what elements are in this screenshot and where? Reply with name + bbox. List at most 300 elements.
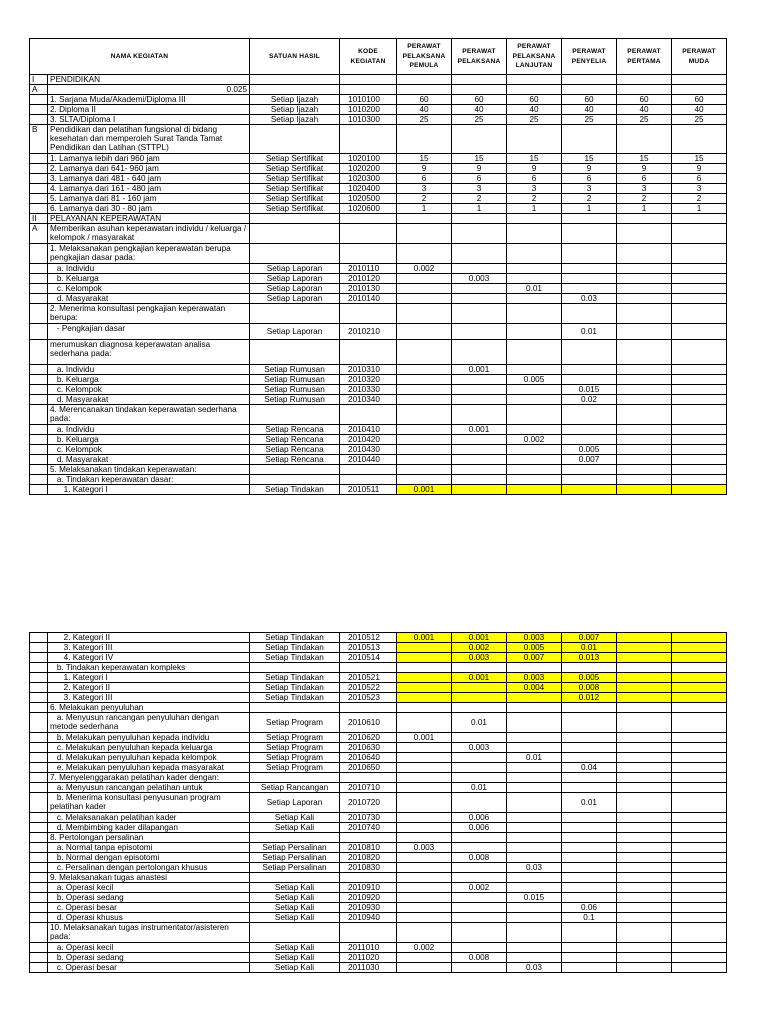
code-cell: 1010100 — [340, 95, 397, 105]
credit-value-cell — [397, 125, 452, 154]
activity-name-cell: c. Kelompok — [48, 385, 250, 395]
credit-value-cell — [397, 763, 452, 773]
code-cell: 2010620 — [340, 733, 397, 743]
credit-value-cell — [507, 953, 562, 963]
table-row — [30, 435, 727, 445]
credit-value-cell — [617, 214, 672, 224]
row-number-cell — [30, 294, 48, 304]
code-cell — [340, 244, 397, 264]
credit-value-cell — [617, 703, 672, 713]
credit-value-cell — [507, 853, 562, 863]
code-cell: 2010511 — [340, 485, 397, 495]
credit-value-cell — [397, 713, 452, 733]
row-number-cell — [30, 264, 48, 274]
activity-name-cell: 4. Merencanakan tindakan keperawatan sederhana pada: — [48, 405, 250, 425]
credit-value-cell — [672, 753, 727, 763]
table-row — [30, 75, 727, 85]
credit-value-cell: 0.015 — [562, 385, 617, 395]
credit-value-cell: 0.04 — [562, 763, 617, 773]
credit-value-cell — [672, 853, 727, 863]
credit-value-cell: 9 — [562, 164, 617, 174]
credit-value-cell: 60 — [562, 95, 617, 105]
unit-cell: Setiap Ijazah — [250, 105, 340, 115]
activity-name-cell: 2. Kategori II — [48, 633, 250, 643]
credit-value-cell — [397, 873, 452, 883]
credit-value-cell — [507, 75, 562, 85]
credit-value-cell: 0.001 — [397, 485, 452, 495]
credit-value-cell — [397, 643, 452, 653]
credit-value-cell: 6 — [397, 174, 452, 184]
code-cell — [340, 873, 397, 883]
table-row — [30, 194, 727, 204]
row-number-cell — [30, 154, 48, 164]
code-cell — [340, 85, 397, 95]
row-number-cell — [30, 405, 48, 425]
unit-cell: Setiap Kali — [250, 913, 340, 923]
credit-value-cell — [397, 375, 452, 385]
activity-name-cell: - Pengkajian dasar — [48, 324, 250, 340]
credit-value-cell: 0.001 — [397, 733, 452, 743]
activity-name-cell: 4. Kategori IV — [48, 653, 250, 663]
code-cell: 2010730 — [340, 813, 397, 823]
credit-value-cell — [617, 274, 672, 284]
table-row — [30, 653, 727, 663]
unit-cell: Setiap Program — [250, 713, 340, 733]
credit-value-cell: 15 — [452, 154, 507, 164]
credit-value-cell — [507, 304, 562, 324]
credit-value-cell: 3 — [672, 184, 727, 194]
credit-value-cell — [562, 853, 617, 863]
credit-value-cell: 0.007 — [562, 633, 617, 643]
credit-value-cell — [507, 340, 562, 365]
row-number-cell — [30, 425, 48, 435]
credit-value-cell — [507, 244, 562, 264]
table-row — [30, 244, 727, 264]
credit-value-cell — [562, 125, 617, 154]
credit-value-cell: 0.002 — [397, 264, 452, 274]
row-number-cell — [30, 753, 48, 763]
credit-value-cell — [507, 843, 562, 853]
credit-value-cell: 0.03 — [507, 963, 562, 973]
credit-value-cell — [617, 395, 672, 405]
credit-value-cell — [507, 943, 562, 953]
credit-value-cell — [397, 863, 452, 873]
credit-value-cell — [507, 405, 562, 425]
activity-name-cell: Memberikan asuhan keperawatan individu / keluarga / kelompok / masyarakat — [48, 224, 250, 244]
table-row — [30, 375, 727, 385]
credit-value-cell: 0.03 — [562, 294, 617, 304]
credit-value-cell — [452, 264, 507, 274]
credit-value-cell — [617, 324, 672, 340]
activity-name-cell: 0.025 — [48, 85, 250, 95]
credit-value-cell — [507, 703, 562, 713]
row-number-cell — [30, 204, 48, 214]
credit-value-cell: 0.003 — [452, 274, 507, 284]
credit-value-cell — [452, 324, 507, 340]
code-cell: 2010512 — [340, 633, 397, 643]
credit-value-cell — [562, 733, 617, 743]
row-number-cell — [30, 703, 48, 713]
activity-name-cell: d. Masyarakat — [48, 455, 250, 465]
credit-value-cell: 0.001 — [452, 425, 507, 435]
credit-value-cell — [452, 385, 507, 395]
credit-value-cell — [452, 214, 507, 224]
activity-name-cell: d. Operasi khusus — [48, 913, 250, 923]
credit-value-cell — [617, 405, 672, 425]
credit-value-cell — [507, 813, 562, 823]
credit-value-cell: 0.002 — [507, 435, 562, 445]
unit-cell: Setiap Sertifikat — [250, 154, 340, 164]
table-row — [30, 214, 727, 224]
row-number-cell — [30, 164, 48, 174]
credit-value-cell — [617, 943, 672, 953]
credit-value-cell: 0.002 — [397, 943, 452, 953]
credit-value-cell — [562, 883, 617, 893]
unit-cell: Setiap Tindakan — [250, 633, 340, 643]
unit-cell: Setiap Kali — [250, 823, 340, 833]
row-number-cell — [30, 683, 48, 693]
row-number-cell — [30, 395, 48, 405]
activity-name-cell: b. Keluarga — [48, 435, 250, 445]
credit-value-cell — [507, 324, 562, 340]
unit-cell: Setiap Program — [250, 763, 340, 773]
credit-value-cell — [672, 274, 727, 284]
code-cell: 1020500 — [340, 194, 397, 204]
activity-name-cell: 9. Melaksanakan tugas anastesi — [48, 873, 250, 883]
credit-value-cell — [672, 693, 727, 703]
credit-value-cell: 15 — [562, 154, 617, 164]
table-row — [30, 703, 727, 713]
row-number-cell — [30, 455, 48, 465]
header-perawat-pelaksana: PERAWAT PELAKSANA — [452, 39, 507, 75]
credit-value-cell — [562, 963, 617, 973]
credit-value-cell: 0.001 — [452, 673, 507, 683]
table-row — [30, 743, 727, 753]
table-row — [30, 95, 727, 105]
code-cell — [340, 304, 397, 324]
credit-value-cell — [562, 943, 617, 953]
credit-value-cell — [672, 294, 727, 304]
credit-value-cell — [452, 693, 507, 703]
row-number-cell — [30, 274, 48, 284]
credit-value-cell — [617, 465, 672, 475]
credit-value-cell — [617, 264, 672, 274]
credit-value-cell: 1 — [562, 204, 617, 214]
credit-value-cell — [672, 743, 727, 753]
unit-cell: Setiap Laporan — [250, 294, 340, 304]
credit-value-cell — [562, 465, 617, 475]
credit-value-cell — [672, 395, 727, 405]
credit-value-cell — [397, 883, 452, 893]
credit-value-cell — [452, 963, 507, 973]
code-cell: 2011030 — [340, 963, 397, 973]
table-row — [30, 445, 727, 455]
credit-value-cell — [672, 893, 727, 903]
credit-value-cell — [672, 903, 727, 913]
credit-value-cell — [672, 713, 727, 733]
credit-value-cell: 9 — [672, 164, 727, 174]
credit-value-cell: 40 — [672, 105, 727, 115]
code-cell: 2010410 — [340, 425, 397, 435]
unit-cell — [250, 663, 340, 673]
activity-name-cell: d. Membimbing kader dilapangan — [48, 823, 250, 833]
credit-value-cell — [672, 673, 727, 683]
activity-name-cell: 1. Lamanya lebih dari 960 jam — [48, 154, 250, 164]
credit-value-cell — [617, 953, 672, 963]
credit-value-cell — [397, 963, 452, 973]
unit-cell: Setiap Program — [250, 743, 340, 753]
credit-value-cell — [617, 683, 672, 693]
row-number-cell — [30, 713, 48, 733]
credit-value-cell — [507, 663, 562, 673]
credit-value-cell — [617, 853, 672, 863]
credit-value-cell — [617, 813, 672, 823]
credit-value-cell — [397, 385, 452, 395]
table-row — [30, 385, 727, 395]
code-cell: 2010920 — [340, 893, 397, 903]
credit-value-cell — [507, 833, 562, 843]
credit-value-cell: 0.003 — [452, 743, 507, 753]
activity-name-cell: b. Menerima konsultasi penyusunan program pelatihan kader — [48, 793, 250, 813]
credit-value-cell — [617, 713, 672, 733]
credit-value-cell — [617, 733, 672, 743]
credit-value-cell — [507, 485, 562, 495]
credit-value-cell: 0.002 — [452, 883, 507, 893]
row-number-cell — [30, 194, 48, 204]
credit-value-cell: 40 — [562, 105, 617, 115]
credit-value-cell — [562, 663, 617, 673]
credit-value-cell: 0.005 — [507, 375, 562, 385]
activity-name-cell: 8. Pertolongan persalinan — [48, 833, 250, 843]
credit-value-cell: 1 — [617, 204, 672, 214]
credit-value-cell: 0.004 — [507, 683, 562, 693]
credit-value-cell — [617, 773, 672, 783]
row-number-cell — [30, 95, 48, 105]
table-row — [30, 793, 727, 813]
credit-value-cell — [397, 274, 452, 284]
credit-value-cell: 25 — [452, 115, 507, 125]
code-cell: 1020300 — [340, 174, 397, 184]
credit-value-cell — [562, 75, 617, 85]
credit-value-cell — [507, 455, 562, 465]
credit-value-cell — [452, 683, 507, 693]
table-row — [30, 873, 727, 883]
credit-value-cell — [672, 783, 727, 793]
table-row — [30, 843, 727, 853]
credit-value-cell — [452, 445, 507, 455]
code-cell: 2010430 — [340, 445, 397, 455]
credit-value-cell — [672, 435, 727, 445]
row-number-cell — [30, 324, 48, 340]
credit-value-cell — [452, 435, 507, 445]
credit-value-cell — [562, 783, 617, 793]
activity-name-cell: c. Persalinan dengan pertolongan khusus — [48, 863, 250, 873]
credit-value-cell — [672, 475, 727, 485]
code-cell: 1010200 — [340, 105, 397, 115]
header-nama-kegiatan: NAMA KEGIATAN — [30, 39, 250, 75]
unit-cell: Setiap Rumusan — [250, 375, 340, 385]
credit-value-cell — [562, 214, 617, 224]
credit-value-cell: 6 — [452, 174, 507, 184]
unit-cell: Setiap Laporan — [250, 264, 340, 274]
row-number-cell: A — [30, 224, 48, 244]
credit-value-cell — [617, 85, 672, 95]
code-cell: 2010720 — [340, 793, 397, 813]
table-row — [30, 733, 727, 743]
activity-name-cell: c. Operasi besar — [48, 963, 250, 973]
row-number-cell — [30, 284, 48, 294]
credit-value-cell — [507, 883, 562, 893]
credit-value-cell: 0.003 — [452, 653, 507, 663]
activity-name-cell: b. Operasi sedang — [48, 893, 250, 903]
credit-value-cell — [507, 763, 562, 773]
credit-value-cell — [617, 913, 672, 923]
credit-value-cell — [397, 224, 452, 244]
code-cell: 2011010 — [340, 943, 397, 953]
code-cell: 2010310 — [340, 365, 397, 375]
credit-value-cell — [562, 843, 617, 853]
table-row — [30, 663, 727, 673]
unit-cell — [250, 85, 340, 95]
row-number-cell — [30, 174, 48, 184]
credit-value-cell — [672, 485, 727, 495]
credit-value-cell — [452, 753, 507, 763]
credit-value-cell: 6 — [617, 174, 672, 184]
credit-value-cell: 1 — [397, 204, 452, 214]
activity-name-cell: 10. Melaksanakan tugas instrumentator/asisteren pada: — [48, 923, 250, 943]
row-number-cell — [30, 883, 48, 893]
credit-value-cell — [617, 455, 672, 465]
credit-value-cell: 25 — [397, 115, 452, 125]
code-cell — [340, 773, 397, 783]
unit-cell: Setiap Program — [250, 753, 340, 763]
row-number-cell — [30, 963, 48, 973]
credit-value-cell — [562, 823, 617, 833]
unit-cell: Setiap Tindakan — [250, 643, 340, 653]
table-row — [30, 913, 727, 923]
credit-value-cell — [617, 375, 672, 385]
code-cell: 2010440 — [340, 455, 397, 465]
credit-value-cell — [617, 843, 672, 853]
credit-value-cell — [452, 395, 507, 405]
header-row — [30, 39, 727, 75]
credit-value-cell — [507, 793, 562, 813]
credit-value-cell — [562, 833, 617, 843]
code-cell — [340, 663, 397, 673]
row-number-cell — [30, 913, 48, 923]
credit-value-cell — [562, 405, 617, 425]
row-number-cell: I — [30, 75, 48, 85]
credit-value-cell: 0.01 — [562, 793, 617, 813]
credit-value-cell — [672, 445, 727, 455]
unit-cell: Setiap Rencana — [250, 445, 340, 455]
unit-cell: Setiap Laporan — [250, 793, 340, 813]
credit-value-cell — [397, 75, 452, 85]
credit-value-cell: 0.002 — [452, 643, 507, 653]
credit-value-cell — [617, 883, 672, 893]
unit-cell: Setiap Kali — [250, 893, 340, 903]
credit-value-cell — [617, 425, 672, 435]
credit-value-cell — [452, 833, 507, 843]
credit-value-cell — [672, 75, 727, 85]
credit-value-cell — [617, 833, 672, 843]
unit-cell: Setiap Kali — [250, 903, 340, 913]
code-cell: 2010320 — [340, 375, 397, 385]
unit-cell: Setiap Rumusan — [250, 385, 340, 395]
credit-value-cell — [672, 264, 727, 274]
row-number-cell — [30, 643, 48, 653]
table-row — [30, 324, 727, 340]
activity-name-cell: 3. Lamanya dari 481 - 640 jam — [48, 174, 250, 184]
credit-value-cell — [452, 125, 507, 154]
credit-value-cell — [672, 873, 727, 883]
credit-value-cell — [562, 224, 617, 244]
code-cell: 2010940 — [340, 913, 397, 923]
credit-value-cell — [452, 773, 507, 783]
credit-value-cell — [672, 963, 727, 973]
credit-value-cell — [507, 923, 562, 943]
code-cell: 2010340 — [340, 395, 397, 405]
credit-value-cell — [562, 773, 617, 783]
activity-name-cell: 7. Menyelenggarakan pelatihan kader dengan: — [48, 773, 250, 783]
unit-cell: Setiap Rumusan — [250, 395, 340, 405]
activity-name-cell: 2. Diploma II — [48, 105, 250, 115]
credit-value-cell — [562, 713, 617, 733]
credit-value-cell — [672, 125, 727, 154]
table-row — [30, 893, 727, 903]
table-row — [30, 693, 727, 703]
row-number-cell: II — [30, 214, 48, 224]
credit-value-cell — [397, 455, 452, 465]
table-row — [30, 85, 727, 95]
credit-value-cell: 25 — [562, 115, 617, 125]
table-row — [30, 425, 727, 435]
credit-value-cell — [507, 693, 562, 703]
unit-cell: Setiap Rencana — [250, 435, 340, 445]
row-number-cell — [30, 733, 48, 743]
credit-value-cell — [397, 833, 452, 843]
unit-cell: Setiap Sertifikat — [250, 184, 340, 194]
credit-value-cell — [562, 425, 617, 435]
unit-cell: Setiap Persalinan — [250, 843, 340, 853]
credit-value-cell — [562, 435, 617, 445]
credit-value-cell: 25 — [507, 115, 562, 125]
credit-value-cell: 2 — [507, 194, 562, 204]
credit-value-cell — [507, 365, 562, 375]
unit-cell: Setiap Kali — [250, 813, 340, 823]
row-number-cell — [30, 304, 48, 324]
credit-value-cell — [617, 365, 672, 375]
code-cell: 2010210 — [340, 324, 397, 340]
credit-value-cell — [397, 893, 452, 903]
table-row — [30, 673, 727, 683]
credit-value-cell — [617, 294, 672, 304]
table-row — [30, 365, 727, 375]
credit-value-cell: 6 — [672, 174, 727, 184]
activity-name-cell: a. Operasi kecil — [48, 883, 250, 893]
credit-value-cell — [672, 284, 727, 294]
table-row — [30, 174, 727, 184]
unit-cell: Setiap Tindakan — [250, 673, 340, 683]
row-number-cell — [30, 833, 48, 843]
credit-value-cell: 0.006 — [452, 813, 507, 823]
credit-value-cell: 60 — [617, 95, 672, 105]
activity-name-cell: a. Menyusun rancangan penyuluhan dengan metode sederhana — [48, 713, 250, 733]
code-cell: 2010820 — [340, 853, 397, 863]
credit-value-cell — [672, 405, 727, 425]
row-number-cell — [30, 923, 48, 943]
activity-name-cell: a. Normal tanpa episotomi — [48, 843, 250, 853]
